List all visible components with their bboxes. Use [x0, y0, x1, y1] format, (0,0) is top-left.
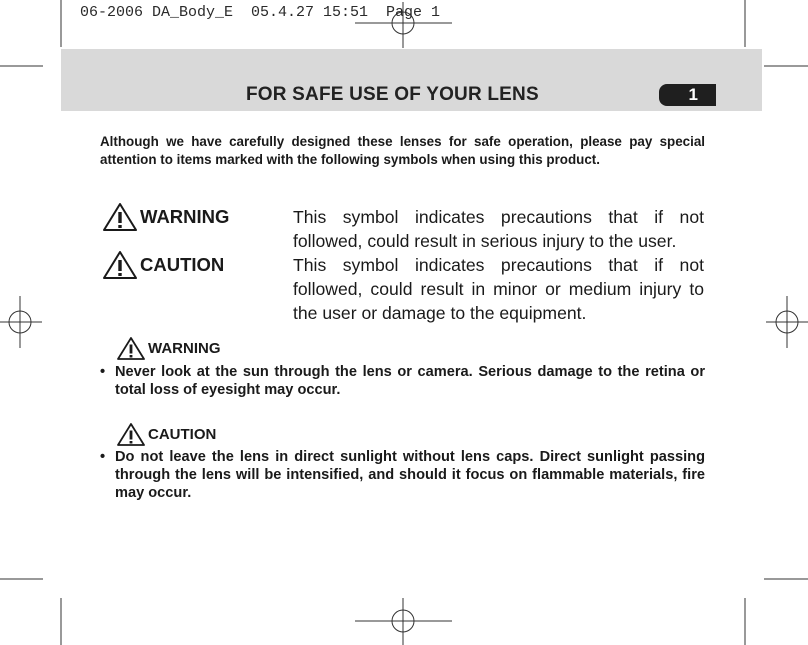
- page-title: FOR SAFE USE OF YOUR LENS: [246, 84, 539, 105]
- warning-triangle-icon: [102, 202, 138, 232]
- symbol-label: WARNING: [140, 206, 230, 227]
- symbol-description: This symbol indicates precautions that if not followed, could result in serious injury to the user.: [293, 207, 704, 252]
- warning-triangle-icon: [116, 422, 146, 447]
- list-item-text: Never look at the sun through the lens or camera. Serious damage to the retina or total loss of eyesight may occur.: [115, 364, 705, 398]
- list-item: [100, 363, 705, 399]
- print-slug: 06-2006 DA_Body_E 05.4.27 15:51 Page 1: [80, 4, 441, 21]
- section-heading-label: CAUTION: [148, 426, 217, 443]
- bullet-icon: •: [100, 449, 106, 465]
- list-item: [100, 448, 705, 502]
- symbol-label: CAUTION: [140, 254, 225, 275]
- symbol-description: This symbol indicates precautions that if not followed, could result in minor or medium injury to the user or damage to the equipment.: [293, 255, 704, 324]
- warning-triangle-icon: [116, 336, 146, 361]
- page-number: 1: [688, 85, 698, 104]
- section-heading-warning: [116, 336, 221, 361]
- list-item-text: Do not leave the lens in direct sunlight without lens caps. Direct sunlight passing through the lens will be intensified, and should it focus on flammable materials, fire may occur.: [115, 449, 705, 501]
- page-number-tab: [659, 84, 716, 106]
- bullet-icon: •: [100, 364, 106, 380]
- warning-triangle-icon: [102, 250, 138, 280]
- intro-paragraph: Although we have carefully designed these lenses for safe operation, please pay special attention to items marked with the following symbols when using this product.: [100, 134, 705, 167]
- section-heading-label: WARNING: [148, 340, 221, 357]
- section-heading-caution: [116, 422, 216, 447]
